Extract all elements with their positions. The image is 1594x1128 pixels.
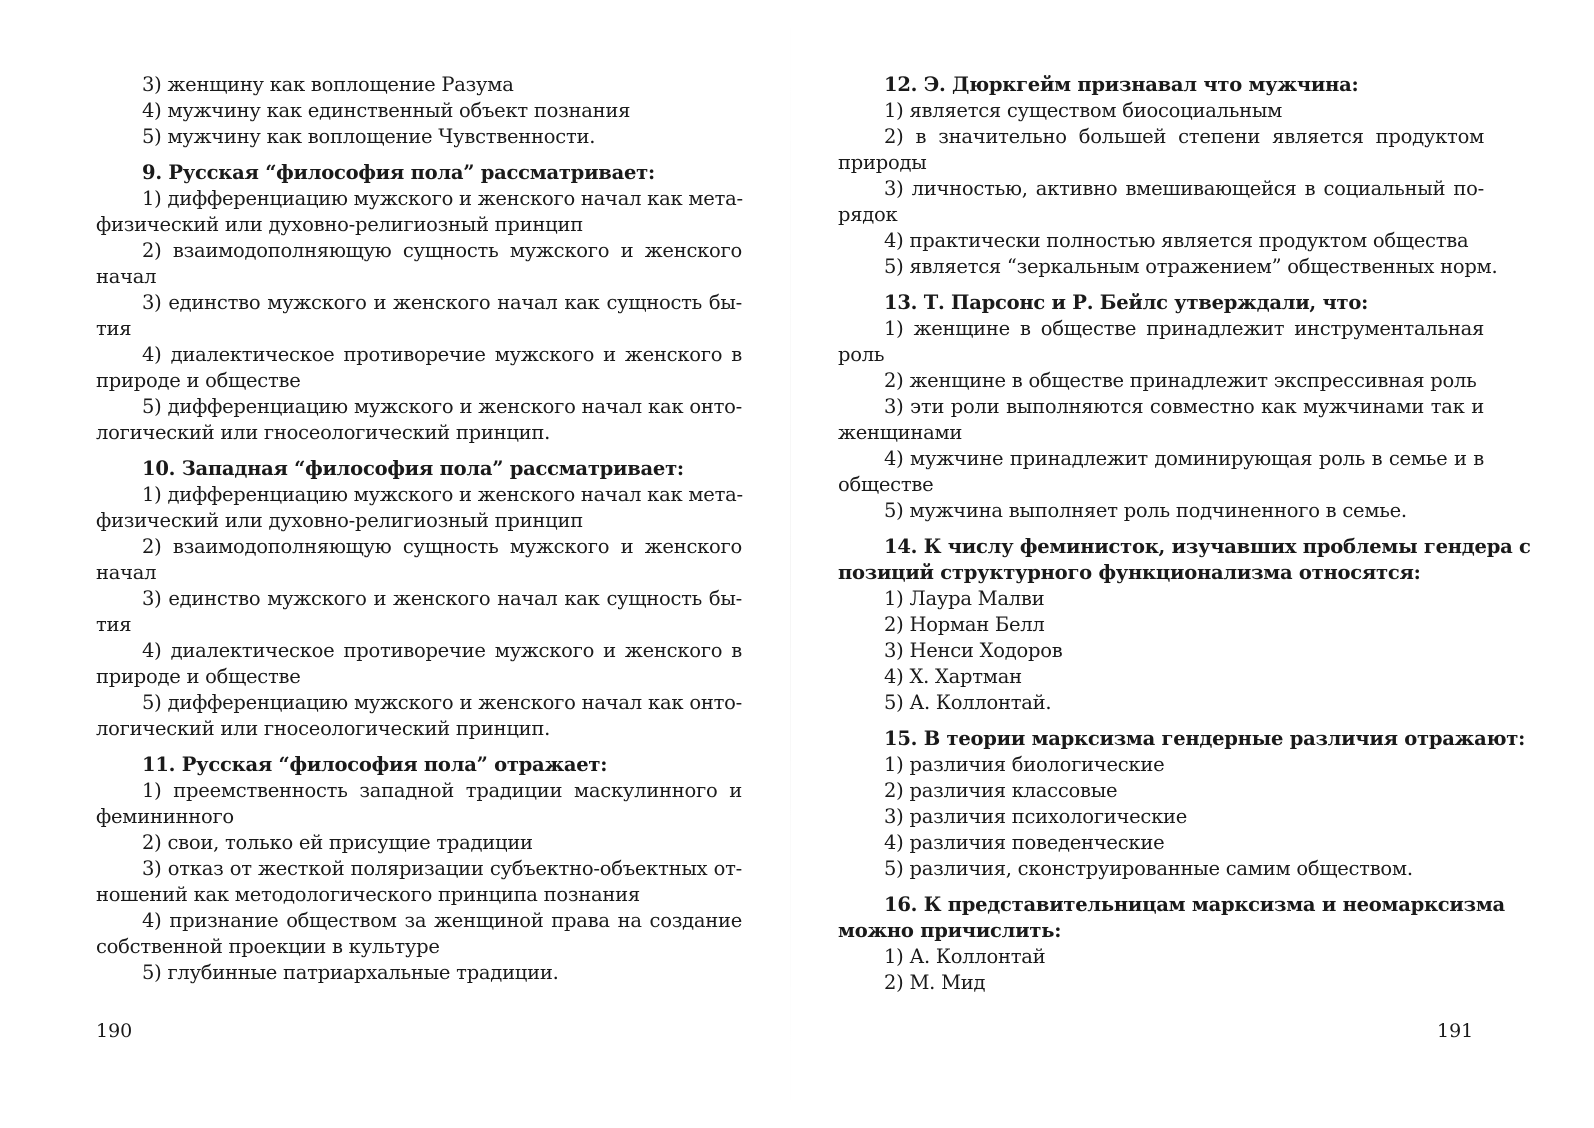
answer-line: 1) Лаура Малви (884, 587, 1045, 610)
answer-line: 2) взаимодополняющую сущность мужского и женского (142, 239, 742, 262)
answer-line: 5) дифференциацию мужского и женского начал как онто- (142, 395, 742, 418)
answer-line: 4) Х. Хартман (884, 665, 1022, 688)
answer-line: 3) отказ от жесткой поляризации субъектно-объектных от- (142, 857, 742, 880)
answer-line: 5) различия, сконструированные самим обществом. (884, 857, 1413, 880)
answer-line: роль (838, 343, 885, 366)
answer-line: 4) мужчину как единственный объект познания (142, 99, 631, 122)
page-gutter (790, 0, 791, 1128)
answer-line: рядок (838, 203, 898, 226)
answer-line: начал (96, 561, 157, 584)
answer-line: 3) различия психологические (884, 805, 1188, 828)
answer-line: 5) является “зеркальным отражением” общественных норм. (884, 255, 1498, 278)
question-line: 12. Э. Дюркгейм признавал что мужчина: (884, 73, 1359, 96)
answer-line: 4) различия поведенческие (884, 831, 1165, 854)
answer-line: 3) Ненси Ходоров (884, 639, 1063, 662)
answer-line: 5) мужчина выполняет роль подчиненного в семье. (884, 499, 1407, 522)
answer-line: собственной проекции в культуре (96, 935, 440, 958)
question-line: 10. Западная “философия пола” рассматривает: (142, 457, 684, 480)
answer-line: тия (96, 317, 132, 340)
answer-line: 2) в значительно большей степени является продуктом (884, 125, 1484, 148)
question-line: 15. В теории марксизма гендерные различия отражают: (884, 727, 1526, 750)
answer-line: 1) дифференциацию мужского и женского начал как мета- (142, 187, 743, 210)
left-page (96, 72, 742, 986)
right-page-number: 191 (1437, 1020, 1474, 1042)
answer-line: 1) различия биологические (884, 753, 1165, 776)
answer-line: 3) личностью, активно вмешивающейся в социальный по- (884, 177, 1484, 200)
answer-line: 5) глубинные патриархальные традиции. (142, 961, 559, 984)
answer-line: физический или духовно-религиозный принцип (96, 213, 583, 236)
answer-line: 4) признание обществом за женщиной права на создание (142, 909, 742, 932)
answer-line: природе и обществе (96, 369, 301, 392)
answer-line: логический или гносеологический принцип. (96, 717, 551, 740)
question-line: 11. Русская “философия пола” отражает: (142, 753, 608, 776)
answer-line: 2) взаимодополняющую сущность мужского и женского (142, 535, 742, 558)
answer-line: 2) различия классовые (884, 779, 1118, 802)
answer-line: 4) мужчине принадлежит доминирующая роль в семье и в (884, 447, 1484, 470)
answer-line: фемининного (96, 805, 234, 828)
answer-line: природе и обществе (96, 665, 301, 688)
answer-line: 1) дифференциацию мужского и женского начал как мета- (142, 483, 743, 506)
answer-line: 2) Норман Белл (884, 613, 1045, 636)
answer-line: физический или духовно-религиозный принцип (96, 509, 583, 532)
answer-line: 2) М. Мид (884, 971, 986, 994)
answer-line: 1) женщине в обществе принадлежит инструментальная (884, 317, 1484, 340)
answer-line: 5) мужчину как воплощение Чувственности. (142, 125, 596, 148)
answer-line: 3) эти роли выполняются совместно как мужчинами так и (884, 395, 1484, 418)
answer-line: 4) диалектическое противоречие мужского и женского в (142, 343, 742, 366)
answer-line: 2) свои, только ей присущие традиции (142, 831, 533, 854)
answer-line: 5) дифференциацию мужского и женского начал как онто- (142, 691, 742, 714)
answer-line: логический или гносеологический принцип. (96, 421, 551, 444)
answer-line: 4) диалектическое противоречие мужского и женского в (142, 639, 742, 662)
answer-line: обществе (838, 473, 934, 496)
question-line: 14. К числу феминисток, изучавших проблемы гендера с (884, 535, 1531, 558)
answer-line: 5) А. Коллонтай. (884, 691, 1052, 714)
answer-line: 3) единство мужского и женского начал как сущность бы- (142, 291, 742, 314)
answer-line: природы (838, 151, 927, 174)
answer-line: 1) преемственность западной традиции маскулинного и (142, 779, 742, 802)
answer-line: тия (96, 613, 132, 636)
answer-line: женщинами (838, 421, 963, 444)
answer-line: 1) является существом биосоциальным (884, 99, 1283, 122)
answer-line: 3) женщину как воплощение Разума (142, 73, 514, 96)
question-line: можно причислить: (838, 919, 1062, 942)
right-page (838, 72, 1531, 996)
answer-line: 1) А. Коллонтай (884, 945, 1046, 968)
answer-line: 2) женщине в обществе принадлежит экспрессивная роль (884, 369, 1477, 392)
question-line: 9. Русская “философия пола” рассматривает: (142, 161, 655, 184)
left-page-number: 190 (96, 1020, 133, 1042)
answer-line: 3) единство мужского и женского начал как сущность бы- (142, 587, 742, 610)
answer-line: 4) практически полностью является продуктом общества (884, 229, 1469, 252)
answer-line: ношений как методологического принципа познания (96, 883, 640, 906)
answer-line: начал (96, 265, 157, 288)
question-line: позиций структурного функционализма относятся: (838, 561, 1421, 584)
question-line: 16. К представительницам марксизма и неомарксизма (884, 893, 1505, 916)
question-line: 13. Т. Парсонс и Р. Бейлс утверждали, что: (884, 291, 1369, 314)
